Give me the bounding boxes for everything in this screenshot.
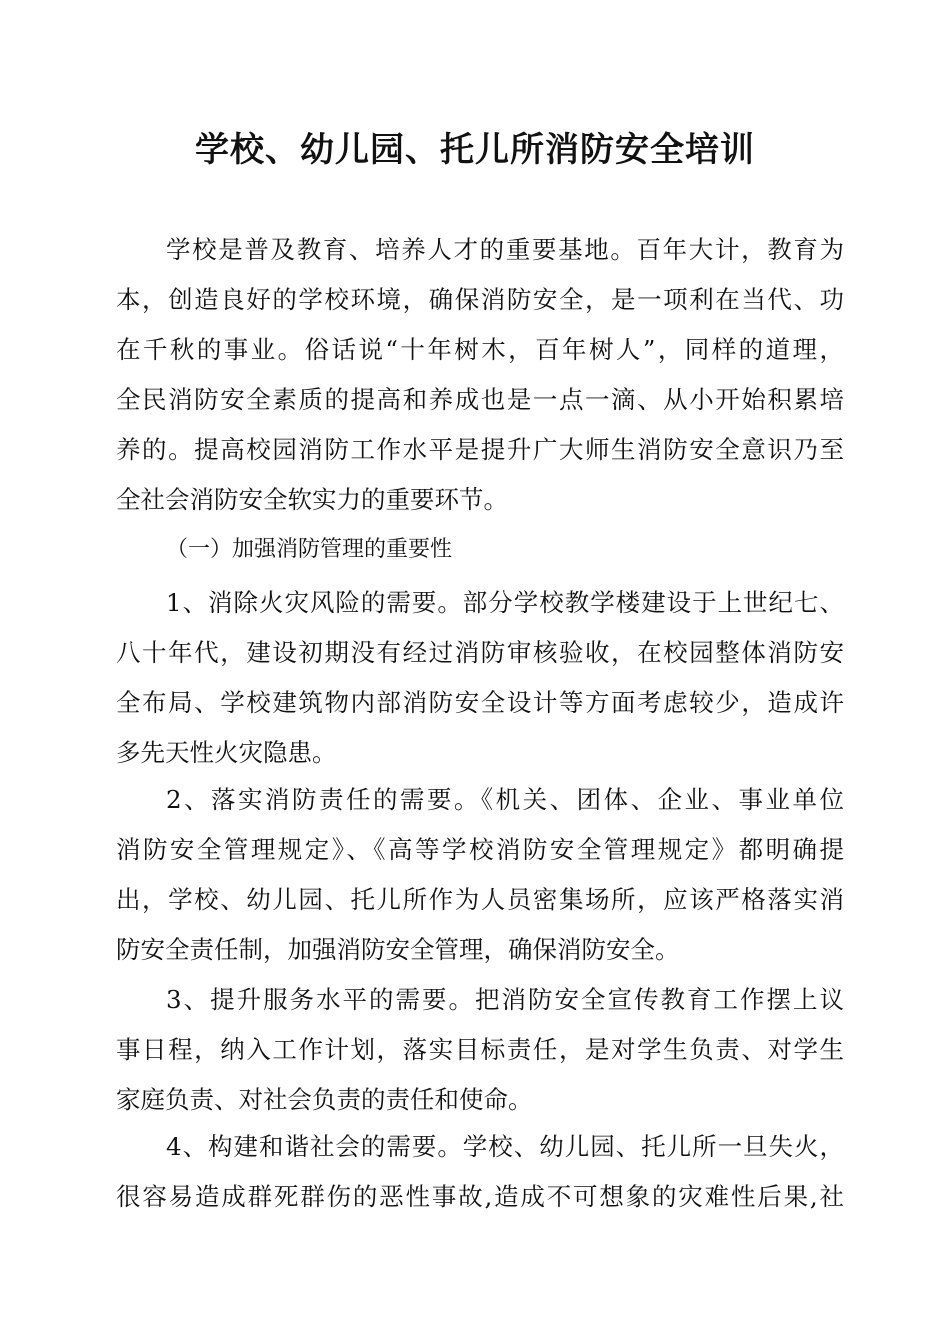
paragraph-line: 消防安全管理规定》、《高等学校消防安全管理规定》都明确提 (116, 835, 844, 864)
paragraph-line: 1、消除火灾风险的需要。部分学校教学楼建设于上世纪七、 (166, 588, 844, 617)
section-heading: （一）加强消防管理的重要性 (166, 537, 453, 562)
paragraph-line: 4、构建和谐社会的需要。学校、幼儿园、托儿所一旦失火， (166, 1132, 844, 1161)
paragraph-line: 全社会消防安全软实力的重要环节。 (116, 485, 508, 514)
intro-paragraph (116, 225, 844, 525)
paragraph-line: 防安全责任制，加强消防安全管理，确保消防安全。 (116, 935, 680, 964)
paragraph-line: 全民消防安全素质的提高和养成也是一点一滴、从小开始积累培 (116, 385, 844, 414)
paragraph-line: 养的。提高校园消防工作水平是提升广大师生消防安全意识乃至 (116, 435, 844, 464)
paragraph-line: 全布局、学校建筑物内部消防安全设计等方面考虑较少，造成许 (116, 688, 844, 717)
list-item-3 (116, 975, 844, 1125)
page-title: 学校、幼儿园、托儿所消防安全培训 (195, 130, 755, 170)
paragraph-line: 在千秋的事业。俗话说“十年树木，百年树人”，同样的道理， (116, 335, 844, 364)
list-item-4 (116, 1122, 844, 1222)
paragraph-line: 2、落实消防责任的需要。《机关、团体、企业、事业单位 (166, 785, 844, 814)
paragraph-line: 多先天性火灾隐患。 (116, 738, 337, 767)
list-item-2 (116, 775, 844, 975)
paragraph-line: 事日程，纳入工作计划，落实目标责任，是对学生负责、对学生 (116, 1035, 844, 1064)
paragraph-line: 学校是普及教育、培养人才的重要基地。百年大计，教育为 (166, 235, 844, 264)
paragraph-line: 本，创造良好的学校环境，确保消防安全，是一项利在当代、功 (116, 285, 844, 314)
paragraph-line: 八十年代，建设初期没有经过消防审核验收，在校园整体消防安 (116, 638, 844, 667)
list-item-1 (116, 578, 844, 778)
paragraph-line: 很容易造成群死群伤的恶性事故,造成不可想象的灾难性后果,社 (116, 1182, 844, 1211)
paragraph-line: 家庭负责、对社会负责的责任和使命。 (116, 1085, 533, 1114)
paragraph-line: 3、提升服务水平的需要。把消防安全宣传教育工作摆上议 (166, 985, 844, 1014)
paragraph-line: 出，学校、幼儿园、托儿所作为人员密集场所，应该严格落实消 (116, 885, 844, 914)
